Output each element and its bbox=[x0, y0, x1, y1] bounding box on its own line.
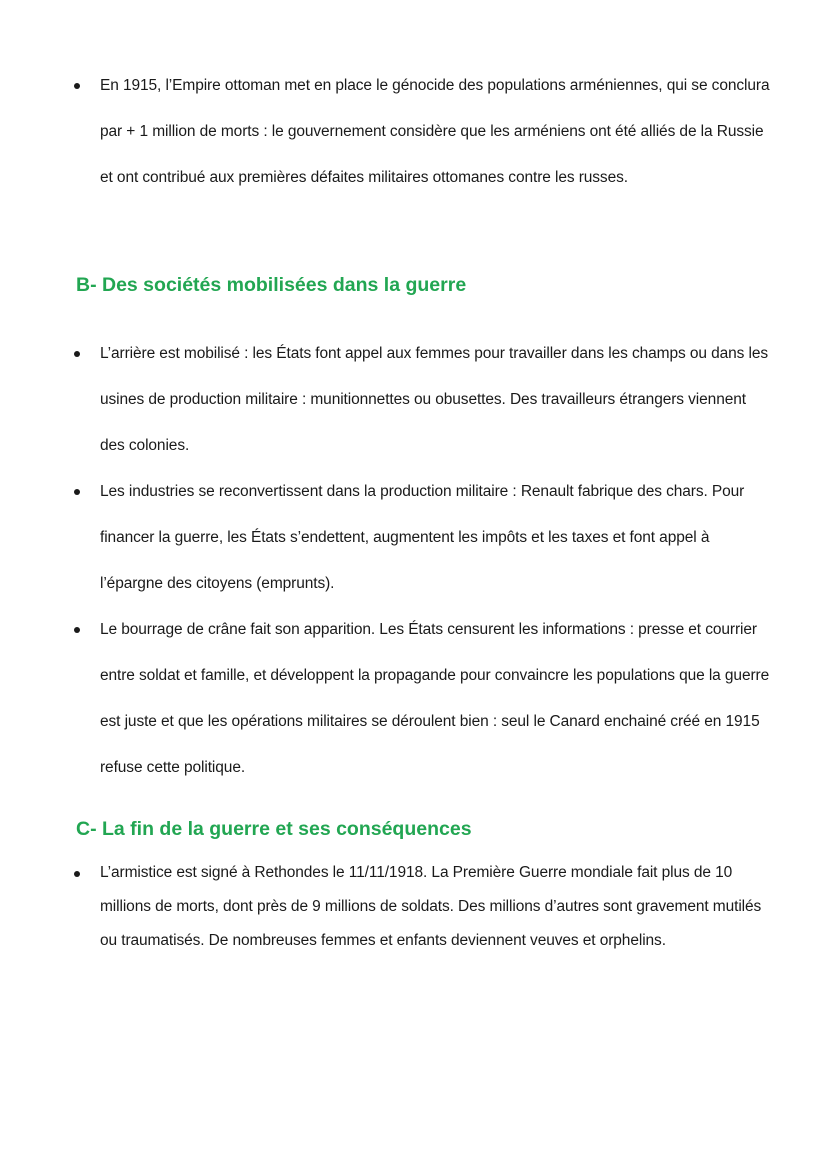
bullet-text: En 1915, l’Empire ottoman met en place le génocide des populations arméniennes, qui se conclura par + 1 million de morts : le gouvernement considère que les arméniens ont été alliés de la Russie et ont contribué aux premières défaites militaires ottomanes contre les russes. bbox=[100, 77, 770, 186]
bullet-icon bbox=[74, 351, 80, 357]
section-heading-c: C- La fin de la guerre et ses conséquences bbox=[76, 818, 472, 840]
bullet-text: Les industries se reconvertissent dans la production militaire : Renault fabrique des chars. Pour financer la guerre, les États s’endettent, augmentent les impôts et les taxes et font appel à l’épargne des citoyens (emprunts). bbox=[100, 483, 745, 592]
bullet-icon bbox=[74, 489, 80, 495]
bullet-text: L’arrière est mobilisé : les États font appel aux femmes pour travailler dans les champs ou dans les usines de production militaire : munitionnettes ou obusettes. Des travailleurs étrangers viennent des colonies. bbox=[100, 345, 769, 454]
bullet-icon bbox=[74, 83, 80, 89]
section-a-list bbox=[0, 63, 828, 201]
section-b-list bbox=[0, 331, 828, 791]
bullet-icon bbox=[74, 627, 80, 633]
bullet-icon bbox=[74, 871, 80, 877]
list-item bbox=[0, 469, 828, 607]
bullet-text: L’armistice est signé à Rethondes le 11/11/1918. La Première Guerre mondiale fait plus de 10 millions de morts, dont près de 9 millions de soldats. Des millions d’autres sont gravement mutilés ou traumatisés. De nombreuses femmes et enfants deviennent veuves et orphelins. bbox=[100, 864, 762, 949]
bullet-text: Le bourrage de crâne fait son apparition. Les États censurent les informations : presse et courrier entre soldat et famille, et développent la propagande pour convaincre les populations que la guerre est juste et que les opérations militaires se déroulent bien : seul le Canard enchainé créé en 1915 refuse cette politique. bbox=[100, 621, 770, 776]
list-item bbox=[0, 331, 828, 469]
list-item bbox=[0, 856, 828, 958]
list-item bbox=[0, 607, 828, 791]
section-heading-b: B- Des sociétés mobilisées dans la guerre bbox=[76, 274, 467, 296]
section-c-list bbox=[0, 856, 828, 958]
list-item bbox=[0, 63, 828, 201]
